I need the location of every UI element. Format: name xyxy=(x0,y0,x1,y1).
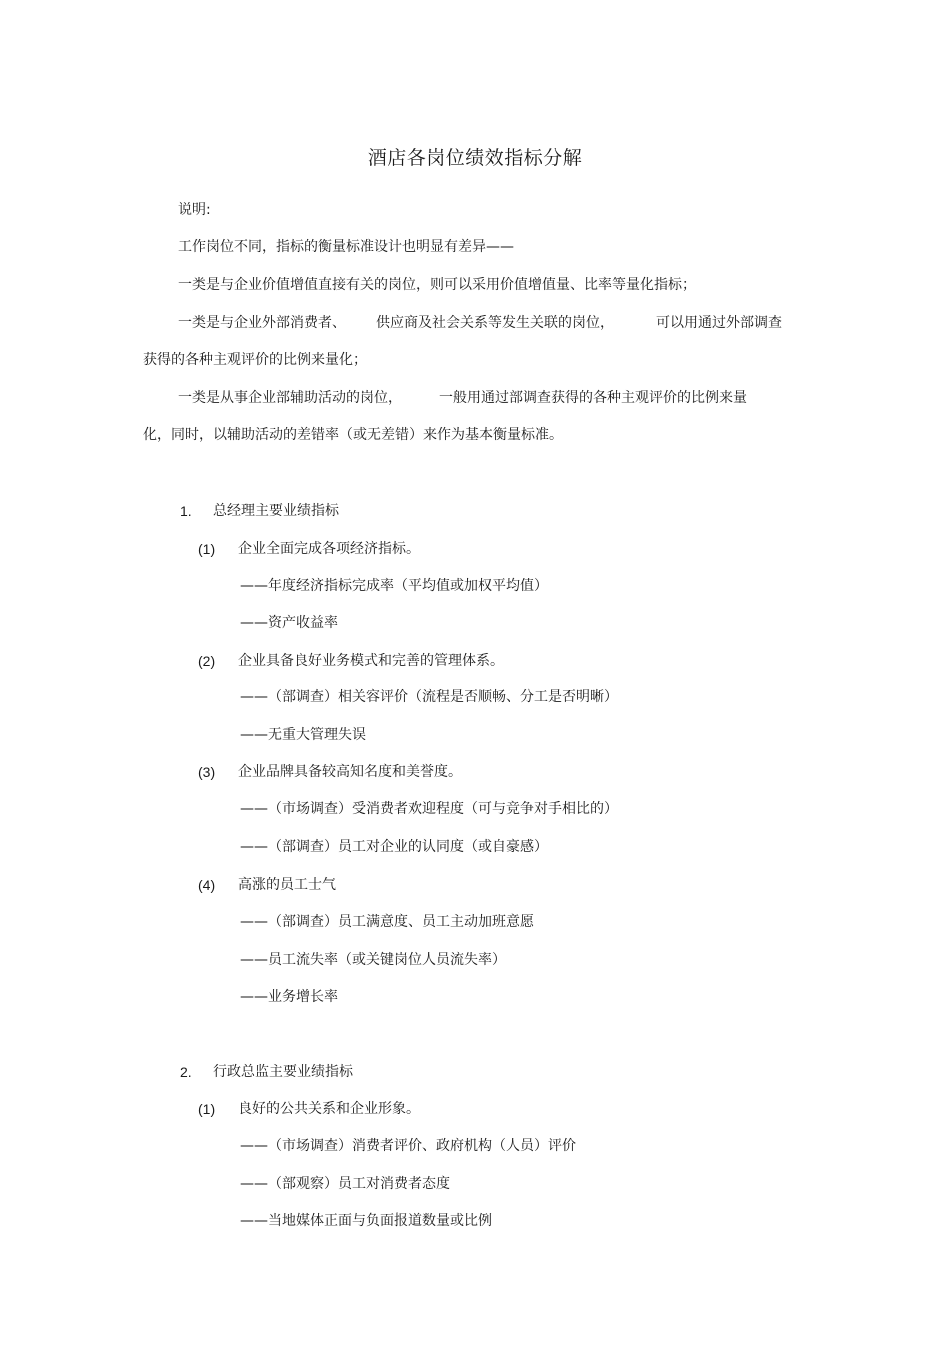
indicator-line: ——员工流失率（或关键岗位人员流失率） xyxy=(240,952,506,968)
indicator-line: ——（部调查）相关容评价（流程是否顺畅、分工是否明晰） xyxy=(240,689,618,705)
item-text: 企业品牌具备较高知名度和美誉度。 xyxy=(238,764,462,780)
intro-paragraph: 工作岗位不同，指标的衡量标准设计也明显有差异—— xyxy=(178,239,514,255)
indicator-line: ——（市场调查）受消费者欢迎程度（可与竞争对手相比的） xyxy=(240,801,618,817)
intro-paragraph: 一类是与企业外部消费者、 xyxy=(178,315,346,331)
item-number: (4) xyxy=(198,877,216,893)
section-number: 2. xyxy=(180,1064,192,1080)
indicator-line: ——当地媒体正面与负面报道数量或比例 xyxy=(240,1213,492,1229)
intro-paragraph: 一般用通过部调查获得的各种主观评价的比例来量 xyxy=(439,390,747,406)
item-number: (3) xyxy=(198,764,216,780)
indicator-line: ——（部调查）员工对企业的认同度（或自豪感） xyxy=(240,839,548,855)
intro-paragraph: 获得的各种主观评价的比例来量化； xyxy=(143,352,367,368)
document-title: 酒店各岗位绩效指标分解 xyxy=(367,147,583,169)
intro-paragraph: 可以用通过外部调查 xyxy=(656,315,782,331)
indicator-line: ——（市场调查）消费者评价、政府机构（人员）评价 xyxy=(240,1138,576,1154)
item-number: (2) xyxy=(198,653,216,669)
section-title: 行政总监主要业绩指标 xyxy=(213,1064,353,1080)
item-number: (1) xyxy=(198,541,216,557)
section-number: 1. xyxy=(180,503,192,519)
indicator-line: ——年度经济指标完成率（平均值或加权平均值） xyxy=(240,578,548,594)
indicator-line: ——业务增长率 xyxy=(240,989,338,1005)
intro-label: 说明: xyxy=(178,202,211,218)
item-text: 良好的公共关系和企业形象。 xyxy=(238,1101,420,1117)
indicator-line: ——（部观察）员工对消费者态度 xyxy=(240,1176,450,1192)
intro-paragraph: 供应商及社会关系等发生关联的岗位， xyxy=(376,315,614,331)
intro-paragraph: 化，同时，以辅助活动的差错率（或无差错）来作为基本衡量标准。 xyxy=(143,427,563,443)
item-text: 企业具备良好业务模式和完善的管理体系。 xyxy=(238,653,504,669)
indicator-line: ——（部调查）员工满意度、员工主动加班意愿 xyxy=(240,914,534,930)
intro-paragraph: 一类是从事企业部辅助活动的岗位， xyxy=(178,390,402,406)
intro-paragraph: 一类是与企业价值增值直接有关的岗位，则可以采用价值增值量、比率等量化指标； xyxy=(178,277,696,293)
item-number: (1) xyxy=(198,1101,216,1117)
section-title: 总经理主要业绩指标 xyxy=(213,503,339,519)
item-text: 高涨的员工士气 xyxy=(238,877,336,893)
indicator-line: ——资产收益率 xyxy=(240,615,338,631)
indicator-line: ——无重大管理失误 xyxy=(240,727,366,743)
item-text: 企业全面完成各项经济指标。 xyxy=(238,541,420,557)
